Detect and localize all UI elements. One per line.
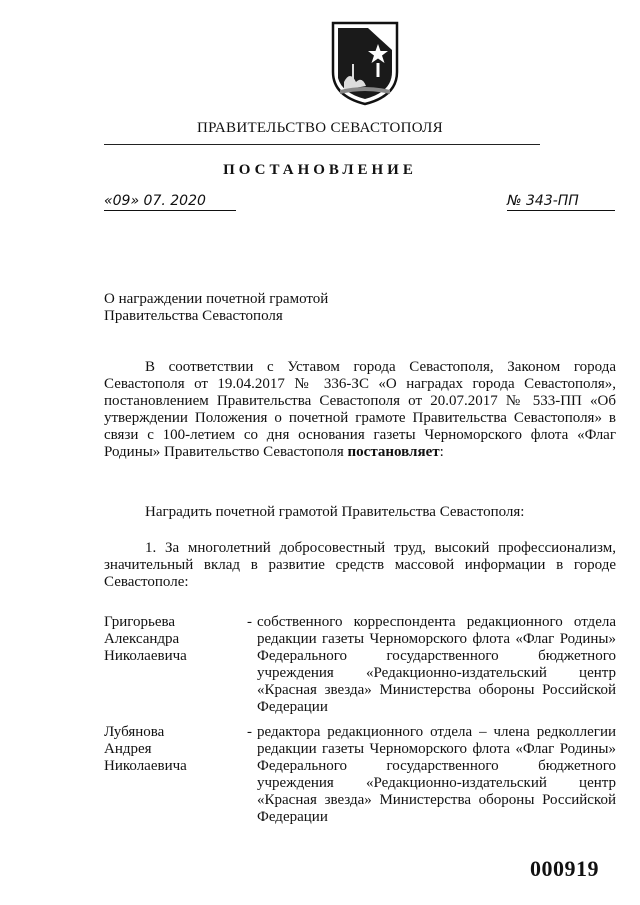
document-type: ПОСТАНОВЛЕНИЕ [223,162,417,178]
awardee-surname: Григорьева [104,614,176,630]
awardee-surname: Лубянова [104,724,165,740]
subject-line: О награждении почетной грамотой [104,291,329,307]
award-statement: Наградить почетной грамотой Правительства Севастополя: [145,504,525,520]
awardee-patronymic: Николаевича [104,758,187,774]
list-dash: - [247,724,252,740]
document-subject [104,291,328,325]
government-title: ПРАВИТЕЛЬСТВО СЕВАСТОПОЛЯ [197,120,443,136]
form-serial-number: 000919 [530,856,599,881]
awardee-patronymic: Николаевича [104,648,187,664]
document-date: «09» 07. 2020 [104,193,236,211]
clause-1: 1. За многолетний добросовестный труд, высокий профессионализм, значительный вклад в развитие средств массовой информации в городе Севастополе: [104,540,616,590]
awardee-position: редактора редакционного отдела – члена редколлегии редакции газеты Черноморского флота «Флаг Родины» Федерального государственного бюджетного учреждения «Редакционно-издательский центр «Красная звезда» Министерства обороны Российской Федерации [257,724,616,825]
preamble-text: В соответствии с Уставом города Севастополя, Законом города Севастополя от 19.04.2017 № 336-ЗС «О наградах города Севастополя», постановлением Правительства Севастополя от 20.07.2017 № 533-ПП «Об утверждении Положения о почетной грамоте Правительства Севастополя» в связи с 100-летием со дня основания газеты Черноморского флота «Флаг Родины» Правительство Севастополя [104,359,616,460]
preamble-paragraph [104,359,616,461]
preamble-colon: : [439,444,444,460]
awardee-first-name: Александра [104,631,180,647]
awardee-name [104,614,244,665]
subject-line: Правительства Севастополя [104,308,283,324]
list-dash: - [247,614,252,630]
awardee-name [104,724,244,775]
header-divider [104,144,540,145]
awardee-position: собственного корреспондента редакционного отдела редакции газеты Черноморского флота «Флаг Родины» Федерального государственного бюджетного учреждения «Редакционно-издательский центр «Красная звезда» Министерства обороны Российской Федерации [257,614,616,715]
document-number: № 343-ПП [507,193,615,211]
preamble-resolves: постановляет [347,444,440,460]
awardee-first-name: Андрея [104,741,152,757]
coat-of-arms-icon [330,20,400,106]
